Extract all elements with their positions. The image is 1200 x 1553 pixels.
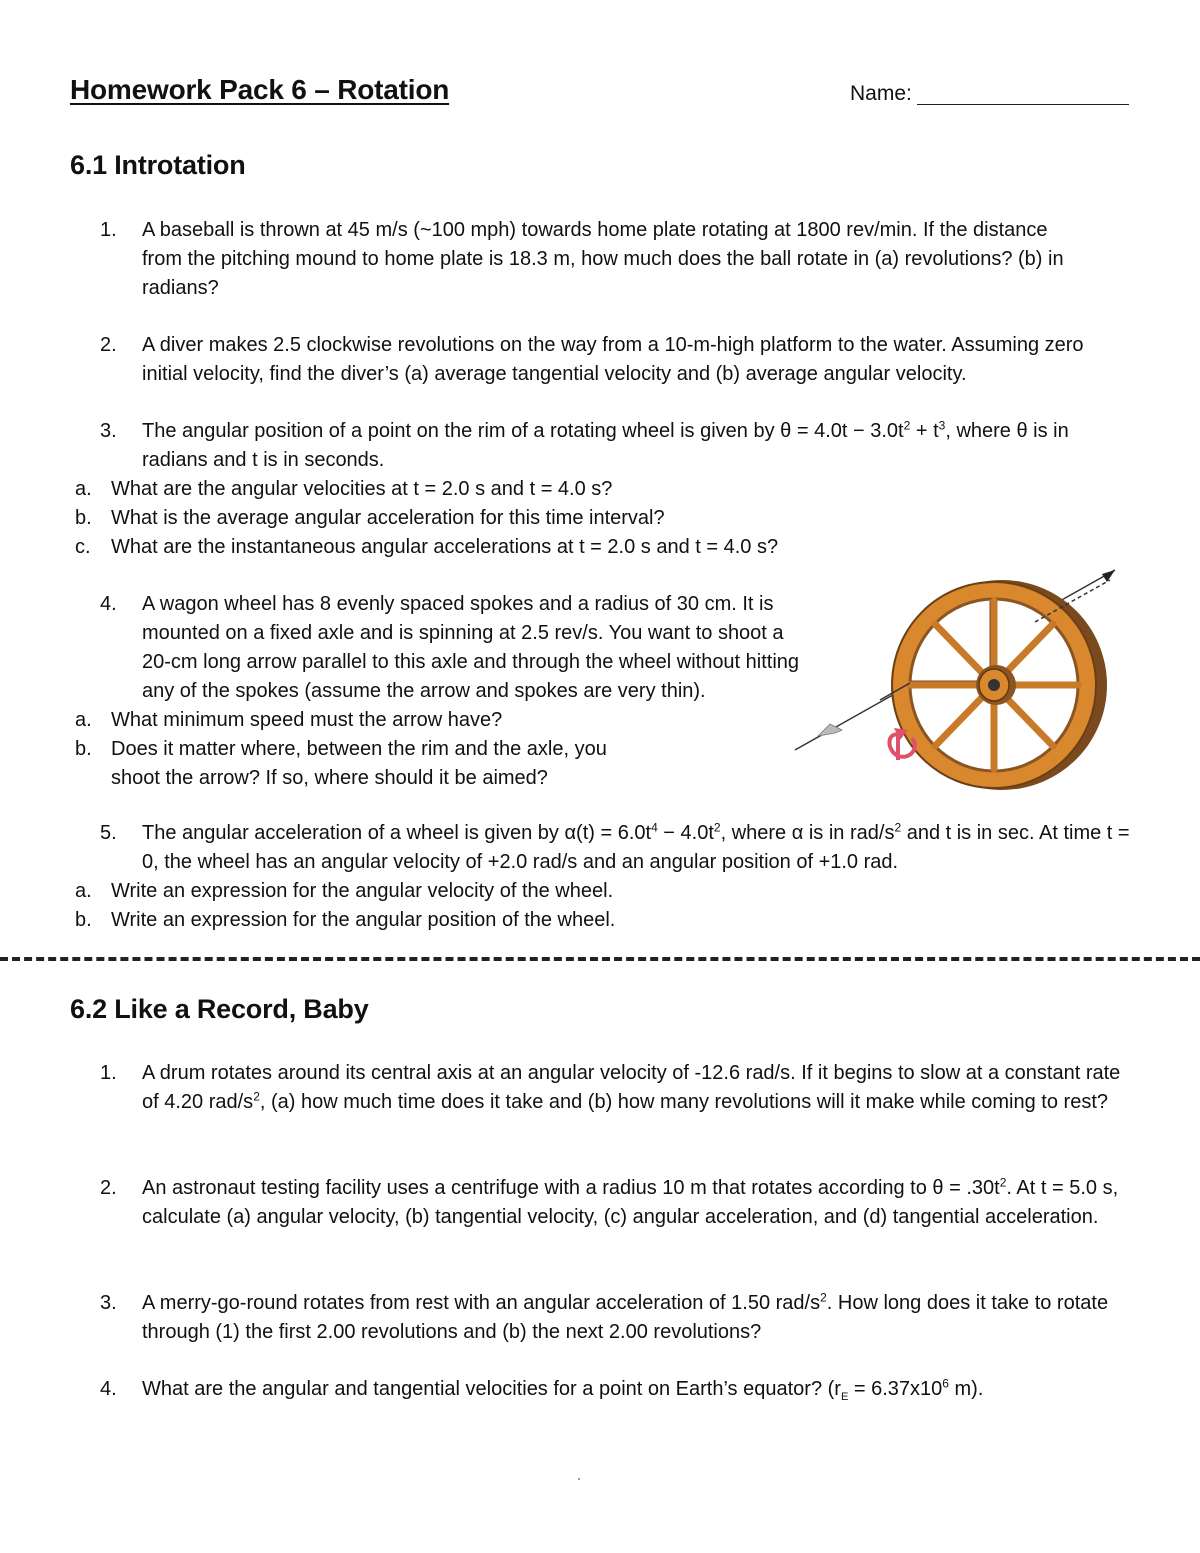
sub-question-b: b. Does it matter where, between the rim and the axle, you shoot the arrow? If so, where should it be aimed?	[75, 738, 607, 789]
question-number: 3.	[100, 420, 117, 442]
sub-question-b: b. What is the average angular acceleration for this time interval?	[75, 507, 665, 529]
question-number: 1.	[100, 219, 117, 241]
question-text: The angular acceleration of a wheel is given by $\alpha(t) = 6.0t^4 - 4.0t^2$, where α is in rad/$s^2$ and t is in sec. At time t = 0, the wheel has an angular velocity of +2.0 rad/s and an angular position of +1.0 rad.	[142, 820, 1130, 873]
wagon-wheel-illustration	[790, 560, 1130, 790]
question-text: A diver makes 2.5 clockwise revolutions on the way from a 10-m-high platform to the water. Assuming zero initial velocity, find the diver’s (a) average tangential velocity and (b) average angular velocity.	[142, 334, 1084, 385]
question-6-1-1	[100, 216, 1090, 303]
question-text: A wagon wheel has 8 evenly spaced spokes and a radius of 30 cm. It is mounted on a fixed axle and is spinning at 2.5 rev/s. You want to shoot a 20-cm long arrow parallel to this axle and through the wheel without hitting any of the spokes (assume the arrow and spokes are very thin).	[142, 593, 800, 702]
question-text: What are the angular and tangential velocities for a point on Earth’s equator? ($r_E = 6.37x10^6$ m).	[142, 1376, 984, 1403]
question-6-1-5	[75, 819, 1140, 935]
question-6-1-2	[100, 331, 1130, 389]
question-number: 2.	[100, 334, 117, 356]
section-title-6-1: 6.1 Introtation	[70, 150, 246, 180]
question-number: 4.	[100, 593, 117, 615]
question-6-2-2	[100, 1174, 1130, 1232]
section-divider	[0, 957, 1200, 961]
question-text: An astronaut testing facility uses a centrifuge with a radius 10 m that rotates according to $\theta = .30t^2$. At t = 5.0 s, calculate (a) angular velocity, (b) tangential velocity, (c) angular acceleration, and (d) tangential acceleration.	[142, 1175, 1119, 1228]
page-title: Homework Pack 6 – Rotation	[70, 74, 450, 105]
name-label: Name:	[850, 82, 912, 105]
question-text: A baseball is thrown at 45 m/s (~100 mph) towards home plate rotating at 1800 rev/min. If the distance from the pitching mound to home plate is 18.3 m, how much does the ball rotate in (a) revolutions? (b) in radians?	[142, 219, 1064, 299]
sub-question-a: a. Write an expression for the angular velocity of the wheel.	[75, 880, 614, 902]
page-mark	[578, 1478, 580, 1480]
question-text: A merry-go-round rotates from rest with an angular acceleration of 1.50 rad/$s^2$. How long does it take to rotate through (1) the first 2.00 revolutions and (b) the next 2.00 revolutions?	[142, 1290, 1109, 1343]
question-text: A drum rotates around its central axis at an angular velocity of -12.6 rad/s. If it begins to slow at a constant rate of 4.20 rad/$s^2$, (a) how much time does it take and (b) how many revolutions will it make while coming to rest?	[142, 1062, 1121, 1113]
question-number: 2.	[100, 1177, 117, 1199]
question-6-1-4	[75, 590, 800, 793]
question-6-2-4	[100, 1375, 1130, 1404]
question-number: 3.	[100, 1292, 117, 1314]
question-text: The angular position of a point on the rim of a rotating wheel is given by $\theta = 4.0t - 3.0t^2 + t^3$, where θ is in radians and t is in seconds.	[142, 418, 1069, 471]
section-title-6-2: 6.2 Like a Record, Baby	[70, 994, 369, 1024]
sub-question-a: a. What minimum speed must the arrow have?	[75, 709, 503, 731]
question-6-1-3	[75, 417, 1130, 562]
sub-question-b: b. Write an expression for the angular position of the wheel.	[75, 909, 616, 931]
question-6-2-1	[100, 1059, 1130, 1117]
question-number: 4.	[100, 1378, 117, 1400]
question-number: 1.	[100, 1062, 117, 1084]
sub-question-c: c. What are the instantaneous angular accelerations at t = 2.0 s and t = 4.0 s?	[75, 536, 779, 558]
sub-question-a: a. What are the angular velocities at t = 2.0 s and t = 4.0 s?	[75, 478, 613, 500]
question-6-2-3	[100, 1289, 1130, 1347]
question-number: 5.	[100, 822, 117, 844]
name-blank-line[interactable]	[917, 104, 1129, 105]
